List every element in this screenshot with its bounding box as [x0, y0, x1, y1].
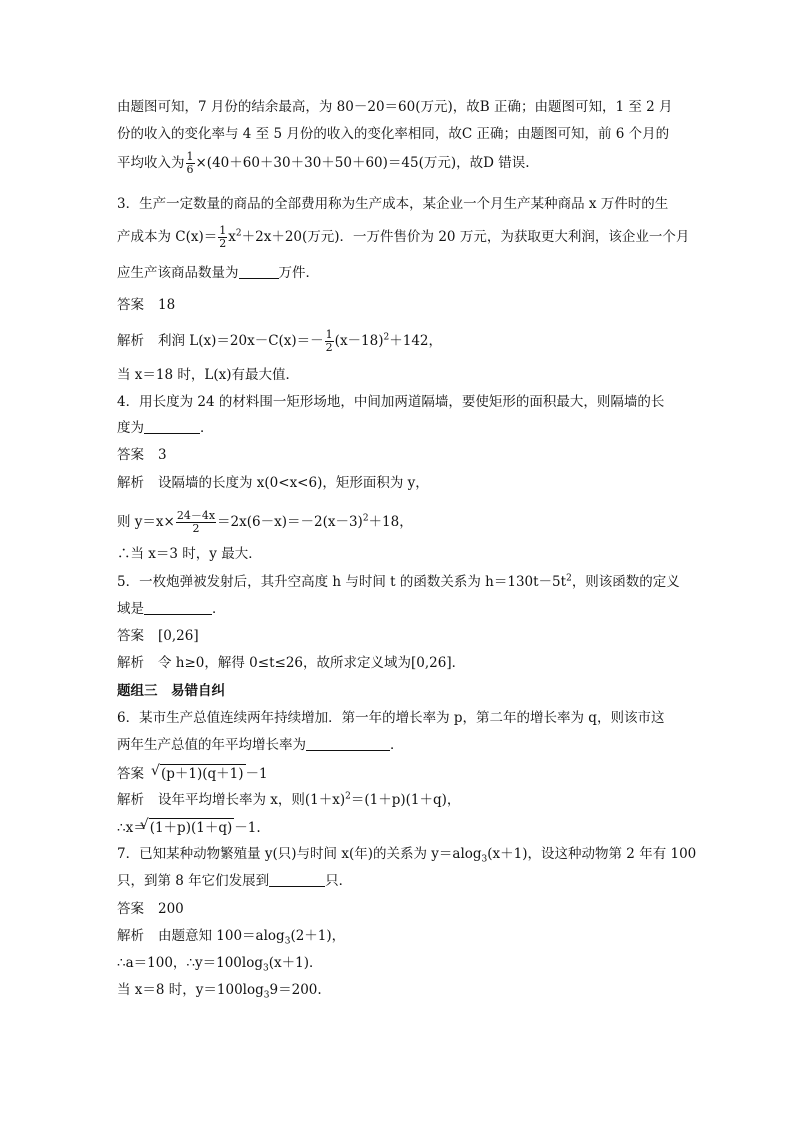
q6-answer: 答案√ (p＋1)(q＋1) －1 — [117, 764, 268, 783]
fraction-one-half: $\frac{1}{2}$ — [219, 224, 227, 250]
q7-analysis: 解析 由题意知 100＝alog$_3$(2＋1)， — [117, 928, 346, 947]
q7-answer: 答案 200 — [117, 901, 184, 917]
q4-analysis: 解析 设隔墙的长度为 x(0<x<6)，矩形面积为 y， — [117, 475, 429, 491]
square-root: √ (1＋p)(1＋q) — [149, 818, 235, 837]
q3-analysis: 解析 利润 L(x)＝20x－C(x)＝－ $\frac{1}{2}$ $(x-18)^2+142$， — [117, 328, 443, 354]
q6-line-2: 两年生产总值的年平均增长率为 ． — [117, 737, 404, 753]
intro-line-1: 由题图可知，7 月份的结余最高，为 80－20＝60(万元)，故B 正确；由题图可知，1 至 2 月 — [117, 99, 673, 115]
q4-line-1: 4．用长度为 24 的材料围一矩形场地，中间加两道隔墙，要使矩形的面积最大，则隔墙的长 — [117, 394, 665, 410]
q3-conclusion: 当 x＝18 时，L(x)有最大值． — [117, 367, 299, 383]
intro-line-3: 平均收入为 $\frac{1}{6}$ ×(40＋60＋30＋30＋50＋60)＝45(万元)，故D 错误. — [117, 150, 530, 176]
answer-blank — [144, 419, 200, 434]
answer-blank — [239, 264, 279, 279]
q4-answer: 答案 3 — [117, 447, 167, 463]
answer-blank — [144, 600, 212, 615]
answer-blank — [269, 872, 325, 887]
q3-line-1: 3．生产一定数量的商品的全部费用称为生产成本，某企业一个月生产某种商品 x 万件时的生 — [117, 196, 669, 212]
answer-blank — [306, 736, 390, 751]
q7-line-2: 只，到第 8 年它们发展到 只． — [117, 873, 353, 889]
q5-analysis: 解析 令 h≥0，解得 0≤t≤26，故所求定义域为[0,26]． — [117, 655, 466, 671]
q3-answer: 答案 18 — [117, 297, 176, 313]
fraction-one-sixth: $\frac{1}{6}$ — [186, 150, 194, 176]
q4-calc: 则 y＝x× $\frac{24-4x}{2}$ $=2x(6-x)=-2(x-3)^2+18$， — [117, 509, 413, 535]
q5-answer: 答案 [0,26] — [117, 628, 199, 644]
section-heading: 题组三 易错自纠 — [117, 683, 225, 699]
q4-line-2: 度为 ． — [117, 420, 214, 436]
intro-line-2: 份的收入的变化率与 4 至 5 月份的收入的变化率相同，故C 正确；由题图可知，前 6 个月的 — [117, 126, 670, 142]
q7-conclusion: 当 x＝8 时，$y=100\log_39=200$. — [117, 982, 322, 1001]
fraction-24-4x-over-2: $\frac{24-4x}{2}$ — [176, 509, 216, 535]
q5-line-2: 域是 ． — [117, 601, 226, 617]
q6-conclusion: ∴x＝√ (1＋p)(1＋q) －1. — [117, 818, 261, 837]
q3-line-3: 应生产该商品数量为 万件． — [117, 265, 319, 281]
q7-line-1: 7．已知某种动物繁殖量 y(只)与时间 x(年)的关系为 y＝alog$_3$(x＋1)，设这种动物第 2 年有 100 — [117, 846, 697, 865]
fraction-one-half: $\frac{1}{2}$ — [325, 328, 333, 354]
square-root: √ (p＋1)(q＋1) — [160, 764, 246, 783]
q6-analysis: 解析 设年平均增长率为 x，则$(1+x)^2=(1+p)(1+q)$， — [117, 791, 461, 808]
q6-line-1: 6．某市生产总值连续两年持续增加．第一年的增长率为 p，第二年的增长率为 q，则该市这 — [117, 710, 665, 726]
q3-line-2: 产成本为 C(x)＝ $\frac{1}{2}$ $x^2+2x+20$(万元)．一万件售价为 20 万元，为获取更大利润，该企业一个月 — [117, 224, 690, 250]
q7-step: ∴a＝100，$\therefore y=100\log_3(x+1)$． — [117, 955, 323, 974]
q4-conclusion: ∴当 x＝3 时，y 最大． — [117, 546, 262, 562]
q5-line-1: 5．一枚炮弹被发射后，其升空高度 h 与时间 t 的函数关系为 $h=130t-5t^2$，则该函数的定义 — [117, 573, 680, 590]
